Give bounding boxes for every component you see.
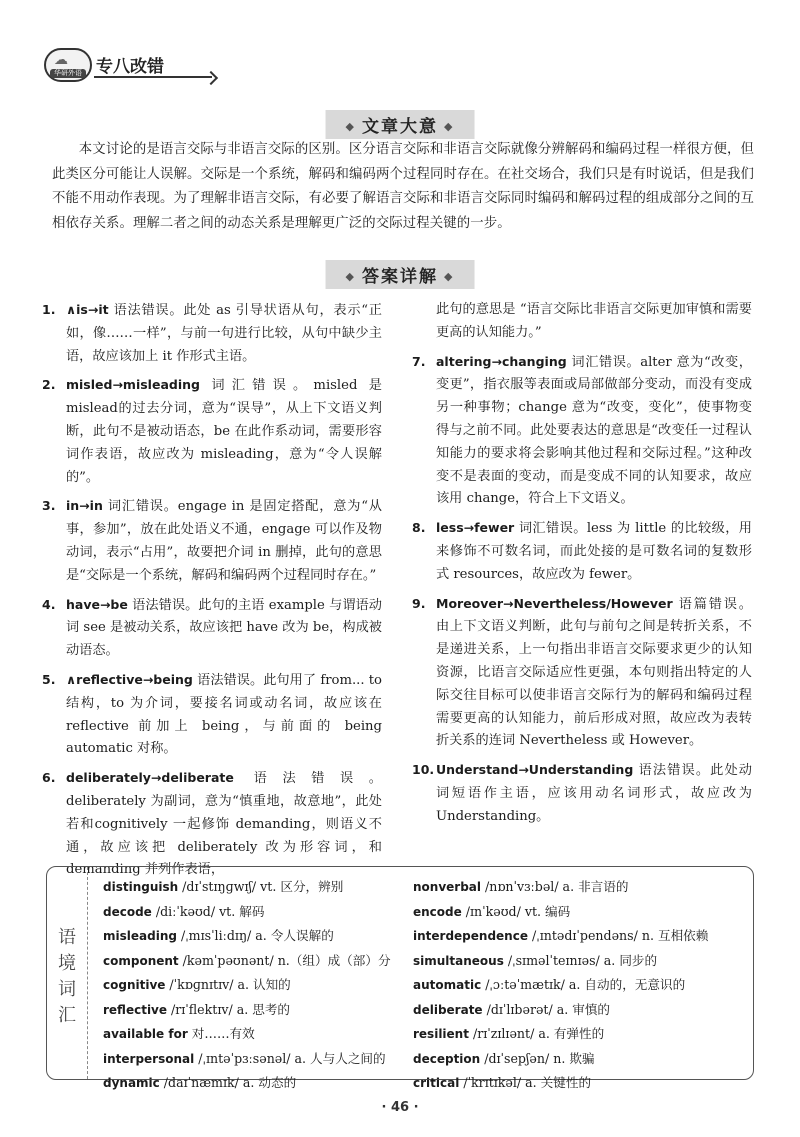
answer-continuation: 此句的意思是 “语言交际比非语言交际更加审慎和需要更高的认知能力。” bbox=[436, 302, 752, 340]
vocab-entry: automatic /ˌɔːtəˈmætɪk/ a. 自动的，无意识的 bbox=[413, 977, 686, 992]
answer-item: 2. misled→misleading 词汇错误。misled 是 mislead的过去分词，意为“误导”，从上下文语义判断，此句不是被动语态，be 在此作系动词，需要形容词作表语，故应改为 misleading，意为“令人误解的”。 bbox=[42, 377, 382, 485]
diamond-icon: ◆ bbox=[345, 270, 356, 283]
vocab-entry: decode /diːˈkəʊd/ vt. 解码 bbox=[103, 903, 265, 919]
vocab-entry: distinguish /dɪˈstɪŋɡwɪʃ/ vt. 区分，辨别 bbox=[103, 879, 344, 894]
answers-left-column bbox=[42, 299, 382, 888]
section-header-title: 专八改错 bbox=[96, 57, 164, 77]
vocab-entry: dynamic /daɪˈnæmɪk/ a. 动态的 bbox=[103, 1075, 297, 1090]
page-header bbox=[44, 46, 174, 82]
vocab-entry: encode /ɪnˈkəʊd/ vt. 编码 bbox=[413, 903, 571, 919]
logo-text: 华研外语 bbox=[50, 69, 86, 78]
vocabulary-side bbox=[47, 867, 88, 1079]
summary-paragraph: 本文讨论的是语言交际与非语言交际的区别。区分语言交际和非语言交际就像分辨解码和编码过程一样很方便，但此类区分可能让人误解。交际是一个系统，解码和编码两个过程同时存在。在社交场合，我们只是有时说话，但是我们不能不用动作表现。为了理解非语言交际，有必要了解语言交际和非语言交际同时编码和解码过程的组成部分之间的互相依存关系。理解二者之间的动态关系是理解更广泛的交际过程关键的一步。 bbox=[52, 142, 754, 231]
vocabulary-column-right bbox=[413, 875, 708, 1096]
answer-item: 10. Understand→Understanding 语法错误。此处动词短语作主语，应该用动名词形式，故应改为 Understanding。 bbox=[412, 762, 752, 824]
logo bbox=[44, 48, 92, 82]
answer-item: 9. Moreover→Nevertheless/However 语篇错误。由上下文语义判断，此句与前句之间是转折关系，不是递进关系，上一句指出非语言交际要求更少的认知资源，比语言交际适应性更强，本句则指出特定的人际交往目标可以使非语言交际行为的解码和编码过程需要更高的认知能力，前后形成对照，故应改为表转折关系的连词 Nevertheless 或 However。 bbox=[412, 595, 752, 749]
diamond-icon: ◆ bbox=[345, 120, 356, 133]
diamond-icon: ◆ bbox=[444, 120, 455, 133]
answer-item: 8. less→fewer 词汇错误。less 为 little 的比较级，用来修饰不可数名词，而此处接的是可数名词的复数形式 resources，故应改为 fewer。 bbox=[412, 520, 752, 582]
vocabulary-label: 语境词汇 bbox=[58, 927, 76, 1026]
answer-item: 3. in→in 词汇错误。engage in 是固定搭配，意为“从事，参加”，放在此处语义不通，engage 可以作及物动词，表示“占用”，故要把介词 in 删掉，此句的意思是“交际是一个系统，解码和编码两个过程同时存在。” bbox=[42, 498, 382, 583]
answer-item: 7. altering→changing 词汇错误。alter 意为“改变，变更”，指衣服等表面或局部做部分变动，而没有变成另一种事物；change 意为“改变，变化”，使事物变得与之前不同。此处要表达的意思是“改变任一过程认知能力的要求将会影响其他过程和交际过程。”这种改变不是表面的变动，而是变成不同的认知要求，故应该用 change，符合上下文语义。 bbox=[412, 353, 752, 507]
answer-item: 5. ∧reflective→being 语法错误。此句用了 from... to 结构，to 为介词，要接名词或动名词，故应该在 reflective 前加上 being，与前面的 being automatic 对称。 bbox=[42, 671, 382, 757]
vocab-entry: reflective /rɪˈflektɪv/ a. 思考的 bbox=[103, 1001, 291, 1017]
vocab-entry: resilient /rɪˈzɪlɪənt/ a. 有弹性的 bbox=[413, 1026, 605, 1041]
vocab-entry: misleading /ˌmɪsˈliːdɪŋ/ a. 令人误解的 bbox=[103, 928, 334, 943]
answer-item: 1. ∧is→it 语法错误。此处 as 引导状语从句，表示“正如，像……一样”，与前一句进行比较，从句中缺少主语，故应该加上 it 作形式主语。 bbox=[42, 302, 382, 364]
answers-heading: ◆ 答案详解 ◆ bbox=[326, 260, 475, 289]
answer-item: 4. have→be 语法错误。此句的主语 example 与谓语动词 see 是被动关系，故应该把 have 改为 be，构成被动语态。 bbox=[42, 596, 382, 659]
vocab-entry: cognitive /ˈkɒɡnɪtɪv/ a. 认知的 bbox=[103, 977, 291, 992]
vocab-entry: simultaneous /ˌsɪməlˈteɪnɪəs/ a. 同步的 bbox=[413, 952, 658, 968]
vocab-entry: deliberate /dɪˈlɪbərət/ a. 审慎的 bbox=[413, 1001, 611, 1017]
diamond-icon: ◆ bbox=[444, 270, 455, 283]
vocabulary-box bbox=[46, 866, 754, 1090]
summary-heading: ◆ 文章大意 ◆ bbox=[326, 110, 475, 139]
vocab-entry: nonverbal /nɒnˈvɜːbəl/ a. 非言语的 bbox=[413, 879, 629, 894]
vocab-entry: component /kəmˈpəʊnənt/ n.（组）成（部）分 bbox=[103, 952, 391, 968]
vocab-entry: available for 对……有效 bbox=[103, 1026, 255, 1041]
page-number: · 46 · bbox=[381, 1100, 419, 1115]
vocabulary-column-left bbox=[103, 875, 391, 1096]
vocab-entry: interpersonal /ˌɪntəˈpɜːsənəl/ a. 人与人之间的 bbox=[103, 1050, 386, 1066]
cloud-icon: ☁ bbox=[54, 52, 68, 68]
answers-right-column bbox=[412, 299, 752, 835]
header-underline bbox=[94, 76, 212, 78]
vocab-entry: critical /ˈkrɪtɪkəl/ a. 关键性的 bbox=[413, 1075, 592, 1090]
vocab-entry: interdependence /ˌɪntədɪˈpendəns/ n. 互相依赖 bbox=[413, 928, 709, 943]
vocab-entry: deception /dɪˈsepʃən/ n. 欺骗 bbox=[413, 1050, 595, 1066]
answer-item: 6. deliberately→deliberate 语法错误。deliberately 为副词，意为“慎重地，故意地”，此处若和cognitively 一起修饰 demanding，则语义不通，故应该把 deliberately 改为形容词，和 demanding 并列作表语， bbox=[42, 770, 382, 878]
